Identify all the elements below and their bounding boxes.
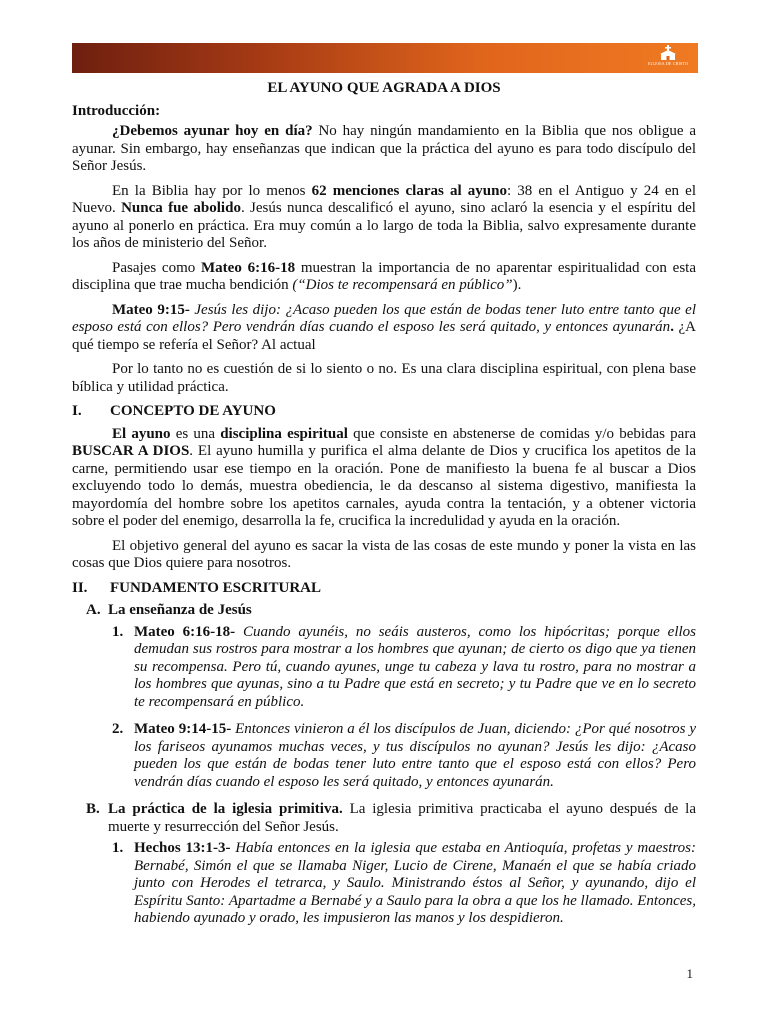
church-icon [657, 45, 679, 61]
p1-bold: ¿Debemos ayunar hoy en día? [112, 123, 313, 139]
subsection-label: La enseñanza de Jesús [108, 602, 252, 618]
section-heading-1 [72, 403, 696, 421]
p2-bold-b: Nunca fue abolido [121, 200, 241, 216]
p3-text-a: Pasajes como [112, 259, 202, 276]
p6-text-b: que consiste en abstenerse de comidas y/o bebidas para [347, 425, 696, 442]
p6-bold-a: El ayuno [112, 425, 171, 442]
p6-text-a: es una [170, 425, 221, 442]
paragraph-3 [72, 260, 696, 295]
section-heading-2 [72, 580, 696, 598]
paragraph-4 [72, 302, 696, 355]
p1-text: No hay ningún mandamiento en la Biblia que nos obligue a ayunar. Sin embargo, hay enseñanzas que indican que la práctica del ayuno es para todo discípulo del Señor Jesús. [72, 123, 696, 174]
section-number: II. [72, 579, 88, 596]
document-body [72, 80, 696, 938]
p4-bold-a: Mateo 9:15- [112, 301, 190, 318]
church-logo [644, 45, 692, 71]
item-quote: Había entonces en la iglesia que estaba en Antioquía, profetas y maestros: Bernabé, Simón el que se llamaba Niger, Lucio de Cirene, Manaén el que se había criado junto con Herodes el tetrarca, y Saulo. Ministrando éstos al Señor, y ayunando, dijo el Espíritu Santo: Apartadme a Bernabé y a Saulo para la obra a que los he llamado. Entonces, habiendo ayunado y orado, les impusieron las manos y los despidieron. [134, 840, 696, 926]
item-number: 2. [112, 721, 124, 737]
p6-bold-c: BUSCAR A DIOS [72, 443, 190, 459]
list-item [112, 721, 696, 791]
intro-heading: Introducción: [72, 102, 161, 119]
p6-text-c: . El ayuno humilla y purifica el alma delante de Dios y crucifica los apetitos de la carne, permitiendo usar ese tiempo en la oración. Pone de manifiesto la buena fe al buscar a Dios excluyendo todo lo demás, muestra obediencia, le da descanso al sistema digestivo, manifiesta la mayordomía del hombre sobre los apetitos carnales, ayuda contra la tentación, y a obtener victoria sobre el poder del enemigo, desarrolla la fe, crucifica la incredulidad y ayuda en la oración. [72, 443, 696, 529]
p6-bold-b: disciplina espiritual [220, 425, 348, 442]
p2-text-a: En la Biblia hay por lo menos [112, 182, 312, 199]
paragraph-1 [72, 123, 696, 176]
p3-italic: (“Dios te recompensará en público” [292, 277, 513, 293]
subsection-label: La práctica de la iglesia primitiva. [108, 801, 343, 817]
subsection-text: La iglesia primitiva practicaba el ayuno después de la muerte y resurrección del Señor Jesús. [108, 801, 696, 835]
paragraph-7: El objetivo general del ayuno es sacar la vista de las cosas de este mundo y poner la vista en las cosas que Dios quiere para nosotros. [72, 537, 696, 571]
p4-italic: Jesús les dijo: ¿Acaso pueden los que están de bodas tener luto entre tanto que el esposo está con ellos? Pero vendrán días cuando el esposo les será quitado, y entonces ayunarán [72, 301, 696, 335]
list-item [112, 624, 696, 712]
item-quote: Entonces vinieron a él los discípulos de Juan, diciendo: ¿Por qué nosotros y los fariseos ayunamos muchas veces, y tus discípulos no ayunan? Jesús les dijo: ¿Acaso pueden los que están de bodas tener luto entre tanto que el esposo está con ellos? Pero vendrán días cuando el esposo les será quitado, y entonces ayunarán. [134, 721, 696, 790]
p2-text-c: . Jesús nunca descalificó el ayuno, sino aclaró la esencia y el espíritu del ayuno al ponerlo en práctica. Era muy común a lo largo de toda la Biblia, salvo expresamente durante los años de ministerio del Señor. [72, 200, 696, 251]
item-reference: Mateo 6:16-18- [134, 623, 236, 640]
item-number: 1. [112, 623, 124, 640]
item-quote: Cuando ayunéis, no seáis austeros, como los hipócritas; porque ellos demudan sus rostros para mostrar a los hombres que ayunan; de cierto os digo que ya tienen su recompensa. Pero tú, cuando ayunes, unge tu cabeza y lava tu rostro, para no mostrar a los hombres que ayunas, sino a tu Padre que está en secreto; y tu Padre que ve en lo secreto te recompensará en público. [134, 623, 697, 710]
list-item [112, 840, 696, 928]
p2-text-b: : 38 en el Antiguo y 24 en el Nuevo. [72, 182, 696, 216]
page-number: 1 [686, 966, 693, 981]
p4-bold-b: . [670, 319, 674, 335]
p3-bold: Mateo 6:16-18 [201, 259, 296, 276]
section-label: FUNDAMENTO ESCRITURAL [110, 579, 321, 596]
subsection-number: A. [86, 602, 101, 618]
page-title: EL AYUNO QUE AGRADA A DIOS [267, 80, 501, 96]
p2-bold-a: 62 menciones claras al ayuno [311, 182, 507, 199]
p4-text: ¿A qué tiempo se refería el Señor? Al actual [72, 319, 696, 353]
paragraph-6 [72, 426, 696, 531]
logo-text: IGLESIA DE CRISTO [647, 61, 689, 66]
p3-text-c: ). [512, 277, 522, 293]
p3-text-b: muestran la importancia de no aparentar espiritualidad con esta disciplina que trae mucha bendición [72, 259, 696, 293]
header-banner [72, 43, 698, 73]
item-reference: Hechos 13:1-3- [134, 840, 231, 856]
item-number: 1. [112, 840, 124, 856]
section-label: CONCEPTO DE AYUNO [110, 403, 276, 419]
paragraph-5: Por lo tanto no es cuestión de si lo siento o no. Es una clara disciplina espiritual, con plena base bíblica y utilidad práctica. [72, 361, 696, 395]
item-reference: Mateo 9:14-15- [134, 721, 232, 737]
subsection-b [86, 801, 696, 836]
section-number: I. [72, 403, 82, 419]
subsection-number: B. [86, 801, 100, 817]
paragraph-2 [72, 183, 696, 253]
subsection-a [86, 602, 696, 620]
